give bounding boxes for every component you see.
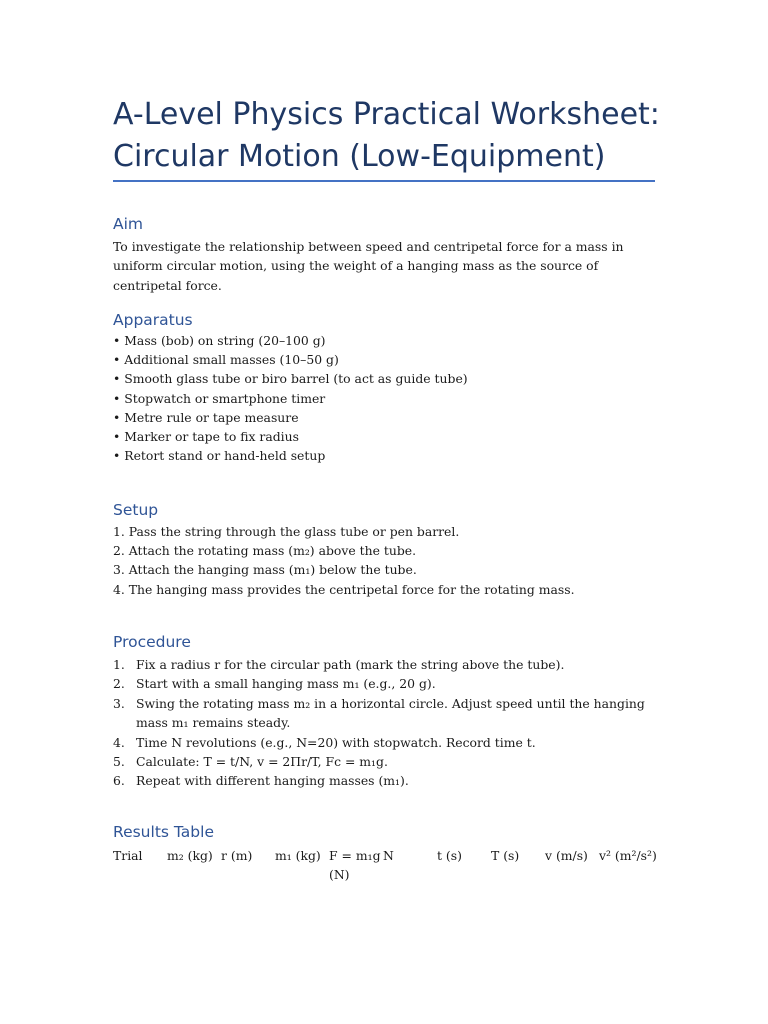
procedure-list (113, 655, 658, 791)
step-text: Swing the rotating mass m₂ in a horizontal circle. Adjust speed until the hanging mass m₁ remains steady. (136, 695, 645, 731)
apparatus-item: • Retort stand or hand-held setup (113, 448, 326, 464)
column-header: r (m) (221, 848, 253, 863)
apparatus-item: • Smooth glass tube or biro barrel (to act as guide tube) (113, 371, 468, 387)
column-header: T (s) (491, 848, 520, 863)
step-text: Start with a small hanging mass m₁ (e.g., 20 g). (136, 676, 436, 692)
apparatus-item: • Metre rule or tape measure (113, 409, 299, 425)
step-number: 4. (113, 734, 125, 750)
procedure-heading: Procedure (113, 633, 191, 651)
procedure-step (113, 733, 658, 752)
results-header-row (113, 846, 673, 885)
step-text: Fix a radius r for the circular path (mark the string above the tube). (136, 657, 565, 672)
setup-item: 3. Attach the hanging mass (m₁) below the tube. (113, 562, 417, 578)
column-header: v (m/s) (545, 848, 588, 863)
apparatus-item: • Additional small masses (10–50 g) (113, 352, 339, 368)
procedure-step (113, 771, 658, 790)
page-title: A-Level Physics Practical Worksheet: Circular Motion (Low-Equipment) (113, 97, 660, 174)
apparatus-item: • Stopwatch or smartphone timer (113, 390, 326, 406)
procedure-step (113, 752, 658, 771)
apparatus-item: • Marker or tape to fix radius (113, 429, 299, 445)
procedure-step (113, 694, 658, 733)
step-number: 3. (113, 695, 125, 711)
column-header: m₁ (kg) (275, 848, 321, 863)
results-table (113, 846, 673, 885)
setup-item: 4. The hanging mass provides the centripetal force for the rotating mass. (113, 581, 575, 597)
procedure-step (113, 674, 658, 693)
column-header: v² (m²/s²) (599, 848, 657, 863)
aim-heading: Aim (113, 215, 144, 233)
step-text: Calculate: T = t/N, v = 2Πr/T, Fc = m₁g. (136, 754, 388, 770)
column-header: N (383, 848, 394, 863)
step-number: 6. (113, 773, 125, 789)
column-header: m₂ (kg) (167, 848, 213, 863)
column-header: F = m₁g (N) (329, 848, 381, 883)
setup-item: 2. Attach the rotating mass (m₂) above the tube. (113, 543, 417, 559)
setup-heading: Setup (113, 501, 159, 519)
procedure-step (113, 655, 658, 674)
step-text: Repeat with different hanging masses (m₁). (136, 773, 409, 789)
apparatus-list (113, 331, 658, 465)
apparatus-heading: Apparatus (113, 311, 193, 329)
aim-text: To investigate the relationship between speed and centripetal force for a mass in uniform circular motion, using the weight of a hanging mass as the source of centripetal force. (113, 239, 624, 293)
step-number: 5. (113, 754, 125, 770)
title-divider (113, 180, 655, 182)
step-text: Time N revolutions (e.g., N=20) with stopwatch. Record time t. (136, 734, 536, 750)
column-header: Trial (113, 848, 143, 863)
apparatus-item: • Mass (bob) on string (20–100 g) (113, 333, 326, 348)
column-header: t (s) (437, 848, 462, 863)
setup-list (113, 522, 658, 599)
setup-item: 1. Pass the string through the glass tube or pen barrel. (113, 524, 460, 539)
step-number: 1. (113, 657, 125, 672)
step-number: 2. (113, 676, 125, 692)
results-heading: Results Table (113, 823, 214, 841)
